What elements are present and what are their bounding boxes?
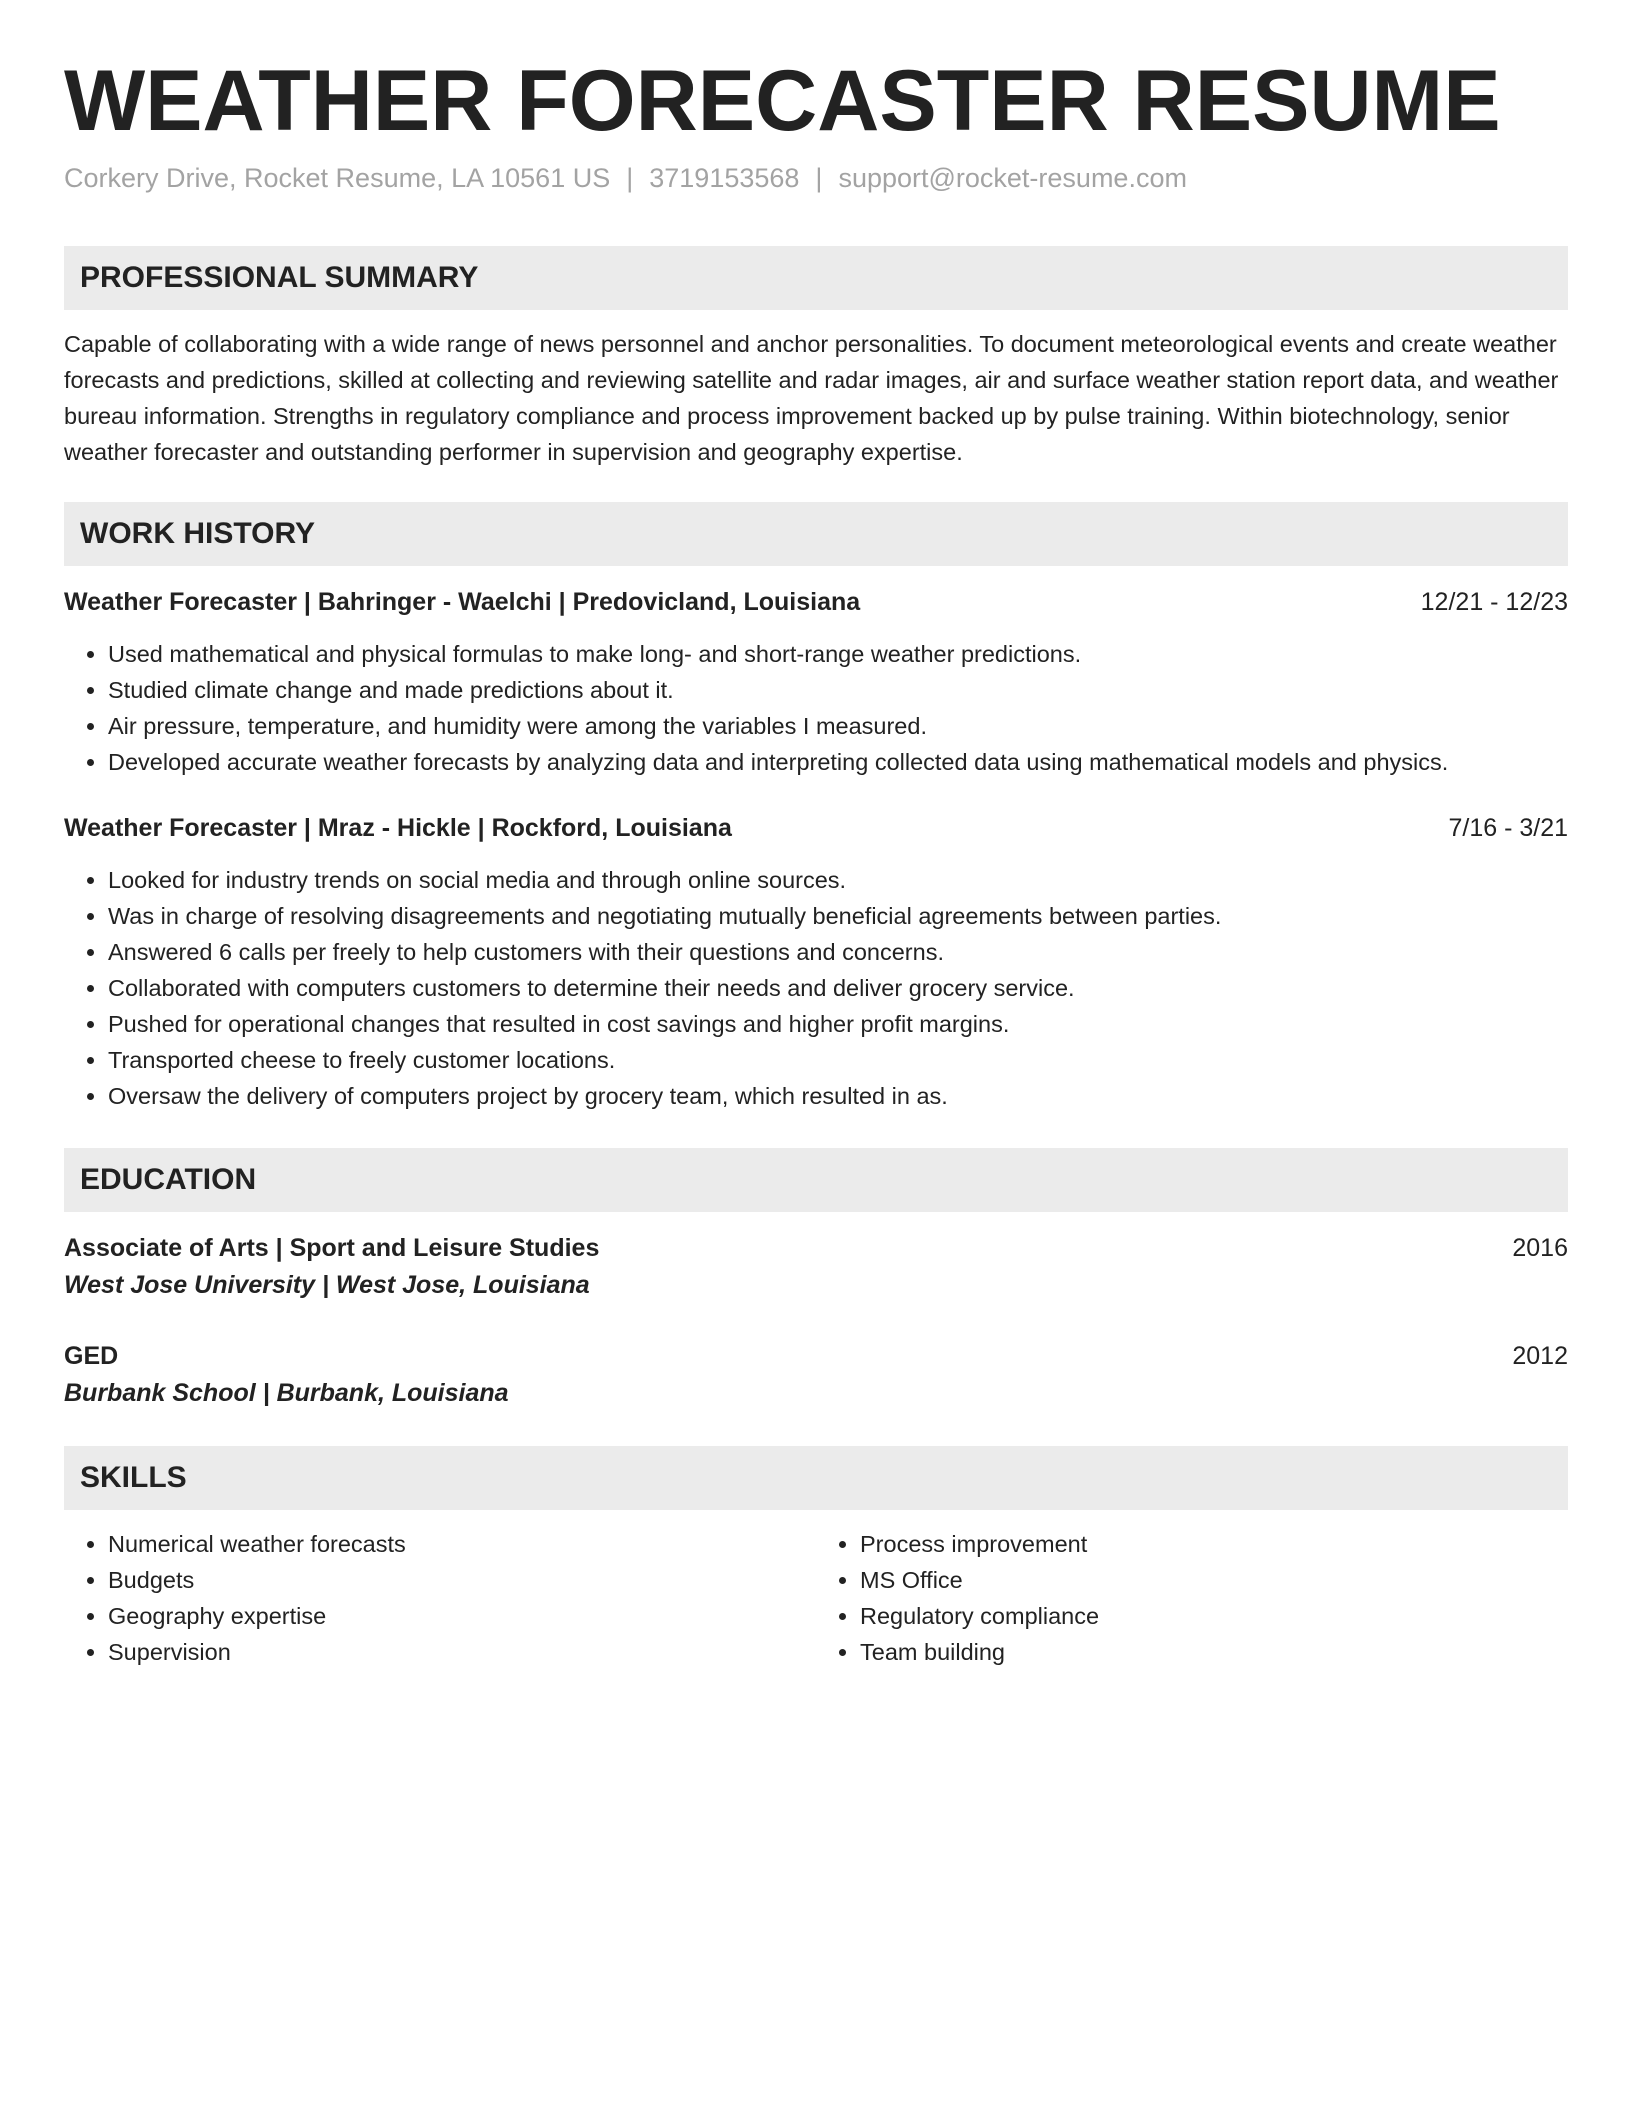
education-year: 2016 (1512, 1233, 1568, 1262)
skills-column-left (64, 1526, 816, 1670)
job-bullet: • Studied climate change and made predictions about it. (108, 672, 1568, 708)
job-entry (64, 810, 1568, 1114)
education-header (64, 1338, 1568, 1374)
summary-text: Capable of collaborating with a wide range of news personnel and anchor personalities. To document meteorological events and create weather forecasts and predictions, skilled at collecting and reviewing satellite and radar images, air and surface weather station report data, and weather bureau information. Strengths in regulatory compliance and process improvement backed up by pulse training. Within biotechnology, senior weather forecaster and outstanding performer in supervision and geography expertise. (64, 330, 1559, 465)
job-bullet: • Answered 6 calls per freely to help customers with their questions and concerns. (108, 934, 1568, 970)
job-bullet: • Pushed for operational changes that resulted in cost savings and higher profit margins. (108, 1006, 1568, 1042)
education-school: Burbank School | Burbank, Louisiana (64, 1378, 509, 1407)
job-bullets (64, 862, 1568, 1114)
section-header-work-history: WORK HISTORY (64, 502, 1568, 566)
skills-grid (64, 1526, 1568, 1670)
job-title: Weather Forecaster | Bahringer - Waelchi | Predovicland, Louisiana (64, 587, 861, 616)
skill-item: • Team building (860, 1634, 1568, 1670)
job-bullet: • Was in charge of resolving disagreements and negotiating mutually beneficial agreements between parties. (108, 898, 1568, 934)
education-school: West Jose University | West Jose, Louisiana (64, 1270, 590, 1299)
job-header (64, 810, 1568, 846)
skill-item: • Numerical weather forecasts (108, 1526, 816, 1562)
skill-item: • Supervision (108, 1634, 816, 1670)
section-header-summary: PROFESSIONAL SUMMARY (64, 246, 1568, 310)
contact-line (64, 163, 1568, 194)
skill-item: • Process improvement (860, 1526, 1568, 1562)
skill-item: • MS Office (860, 1562, 1568, 1598)
job-header (64, 584, 1568, 620)
education-degree: Associate of Arts | Sport and Leisure Studies (64, 1233, 600, 1262)
job-bullet: • Oversaw the delivery of computers project by grocery team, which resulted in as. (108, 1078, 1568, 1114)
job-bullet: • Transported cheese to freely customer locations. (108, 1042, 1568, 1078)
job-bullet: • Looked for industry trends on social media and through online sources. (108, 862, 1568, 898)
education-entry (64, 1230, 1568, 1304)
education-header (64, 1230, 1568, 1266)
job-bullet: • Collaborated with computers customers to determine their needs and deliver grocery service. (108, 970, 1568, 1006)
skill-item: • Regulatory compliance (860, 1598, 1568, 1634)
education-degree: GED (64, 1341, 119, 1370)
contact-email: support@rocket-resume.com (838, 162, 1187, 193)
section-header-skills: SKILLS (64, 1446, 1568, 1510)
contact-separator: | (815, 162, 823, 193)
job-bullet: • Air pressure, temperature, and humidity were among the variables I measured. (108, 708, 1568, 744)
skills-column-right (816, 1526, 1568, 1670)
job-bullet: • Used mathematical and physical formulas to make long- and short-range weather predictions. (108, 636, 1568, 672)
resume-title: WEATHER FORECASTER RESUME (64, 53, 1501, 149)
job-bullet: • Developed accurate weather forecasts by analyzing data and interpreting collected data using mathematical models and physics. (108, 744, 1568, 780)
education-entry (64, 1338, 1568, 1412)
job-entry (64, 584, 1568, 780)
contact-phone: 3719153568 (649, 162, 800, 193)
education-year: 2012 (1512, 1341, 1568, 1370)
job-bullets (64, 636, 1568, 780)
job-dates: 12/21 - 12/23 (1420, 587, 1568, 616)
job-dates: 7/16 - 3/21 (1448, 813, 1568, 842)
skill-item: • Budgets (108, 1562, 816, 1598)
skill-item: • Geography expertise (108, 1598, 816, 1634)
job-title: Weather Forecaster | Mraz - Hickle | Rockford, Louisiana (64, 813, 732, 842)
contact-address: Corkery Drive, Rocket Resume, LA 10561 US (64, 162, 611, 193)
contact-separator: | (626, 162, 634, 193)
section-header-education: EDUCATION (64, 1148, 1568, 1212)
